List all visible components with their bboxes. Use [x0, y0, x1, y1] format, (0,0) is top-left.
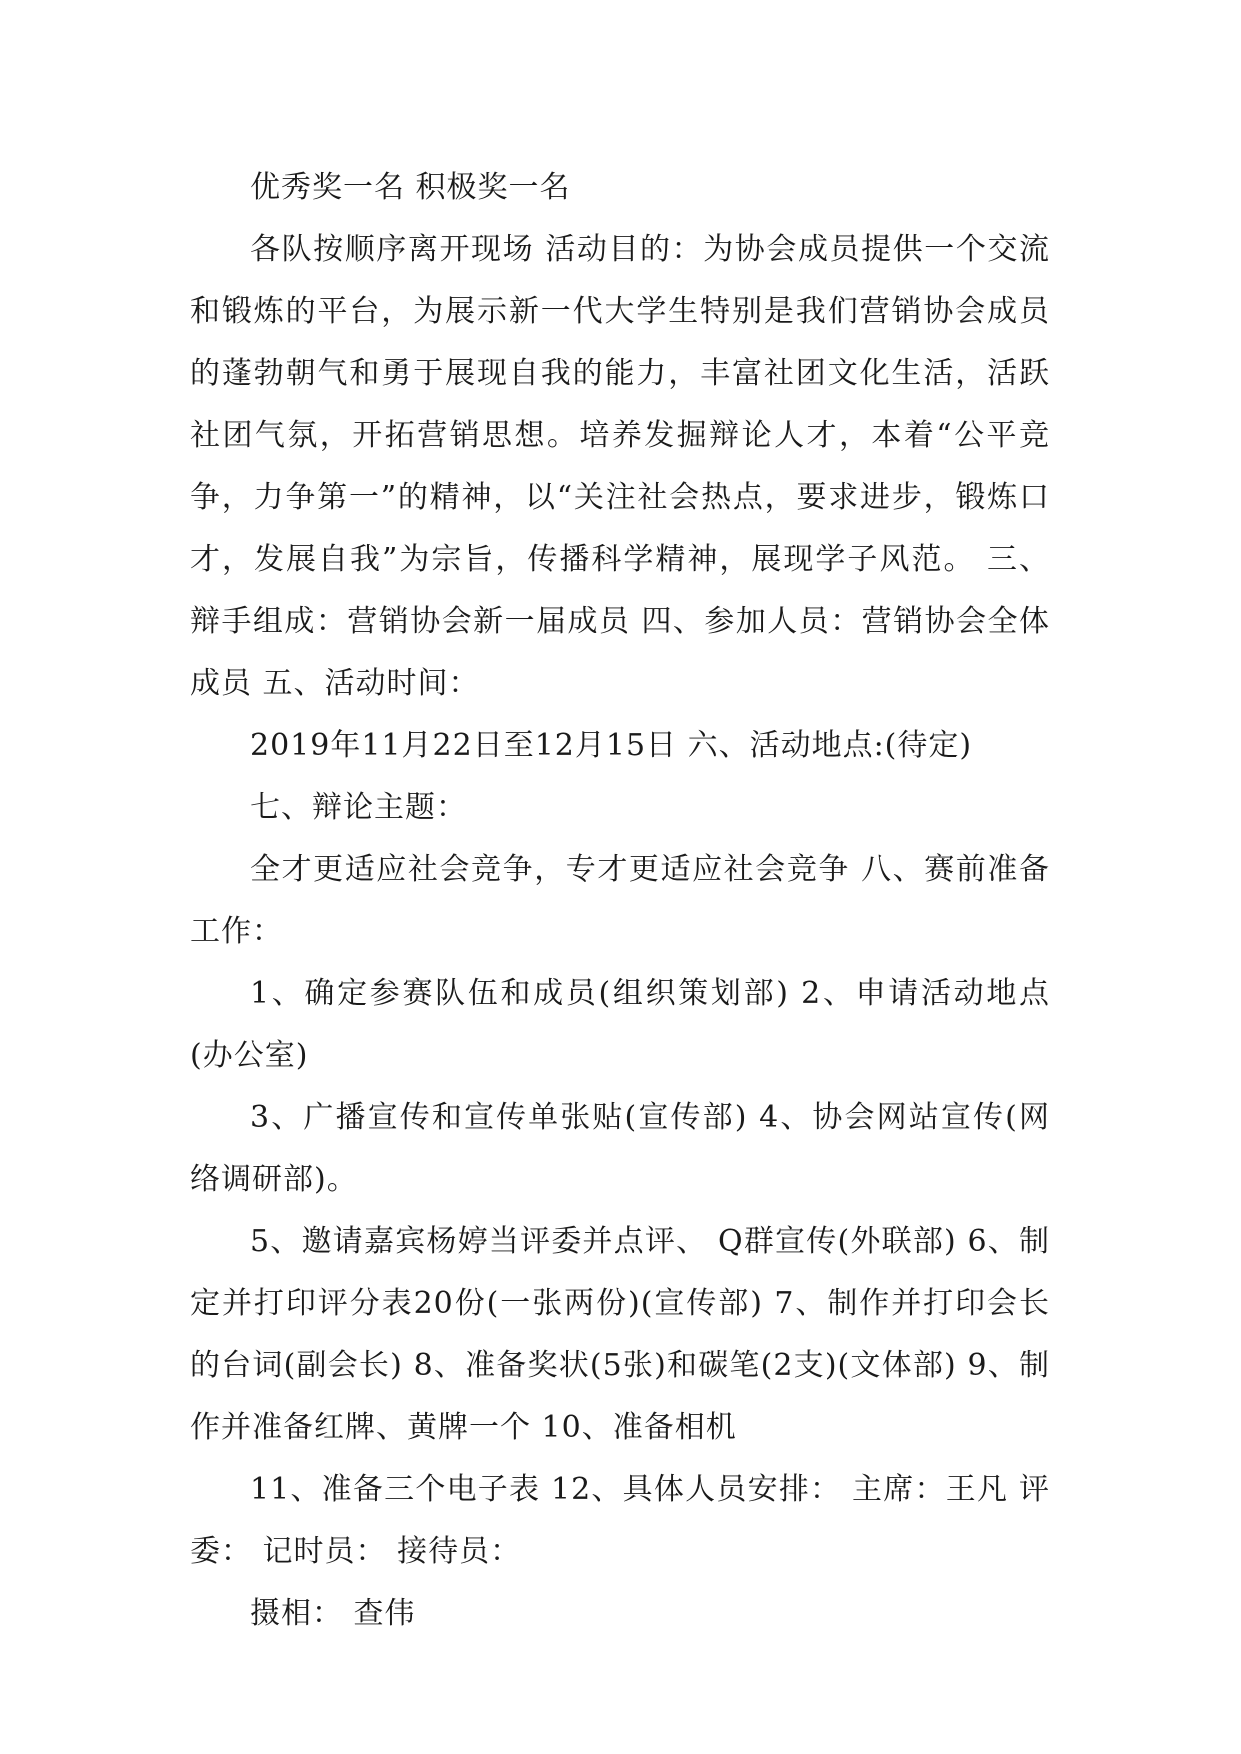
document-body [190, 157, 1050, 1645]
paragraph-prep-11-12: 11、准备三个电子表 12、具体人员安排： 主席：王凡 评委： 记时员： 接待员： [190, 1472, 1050, 1569]
paragraph-topic: 全才更适应社会竞争，专才更适应社会竞争 八、赛前准备工作： [190, 852, 1050, 949]
paragraph-purpose: 各队按顺序离开现场 活动目的：为协会成员提供一个交流和锻炼的平台，为展示新一代大学生特别是我们营销协会成员的蓬勃朝气和勇于展现自我的能力，丰富社团文化生活，活跃社团气氛，开拓营销思想。培养发掘辩论人才，本着“公平竞争，力争第一”的精神，以“关注社会热点，要求进步，锻炼口才，发展自我”为宗旨，传播科学精神，展现学子风范。 三、辩手组成：营销协会新一届成员 四、参加人员：营销协会全体成员 五、活动时间： [190, 232, 1050, 701]
paragraph-prep-3-4: 3、广播宣传和宣传单张贴(宣传部) 4、协会网站宣传(网络调研部)。 [190, 1100, 1050, 1197]
paragraph-prep-1-2: 1、确定参赛队伍和成员(组织策划部) 2、申请活动地点 (办公室) [190, 976, 1050, 1073]
paragraph-prep-5-10: 5、邀请嘉宾杨婷当评委并点评、 Q群宣传(外联部) 6、制定并打印评分表20份(一张两份)(宣传部) 7、制作并打印会长的台词(副会长) 8、准备奖状(5张)和碳笔(2支)(文体部) 9、制作并准备红牌、黄牌一个 10、准备相机 [190, 1224, 1050, 1445]
paragraph-date-location: 2019年11月22日至12月15日 六、活动地点:(待定) [250, 728, 973, 763]
paragraph-topic-heading: 七、辩论主题： [250, 790, 467, 825]
paragraph-awards: 优秀奖一名 积极奖一名 [250, 170, 571, 205]
paragraph-photographer: 摄相： 查伟 [250, 1596, 416, 1631]
